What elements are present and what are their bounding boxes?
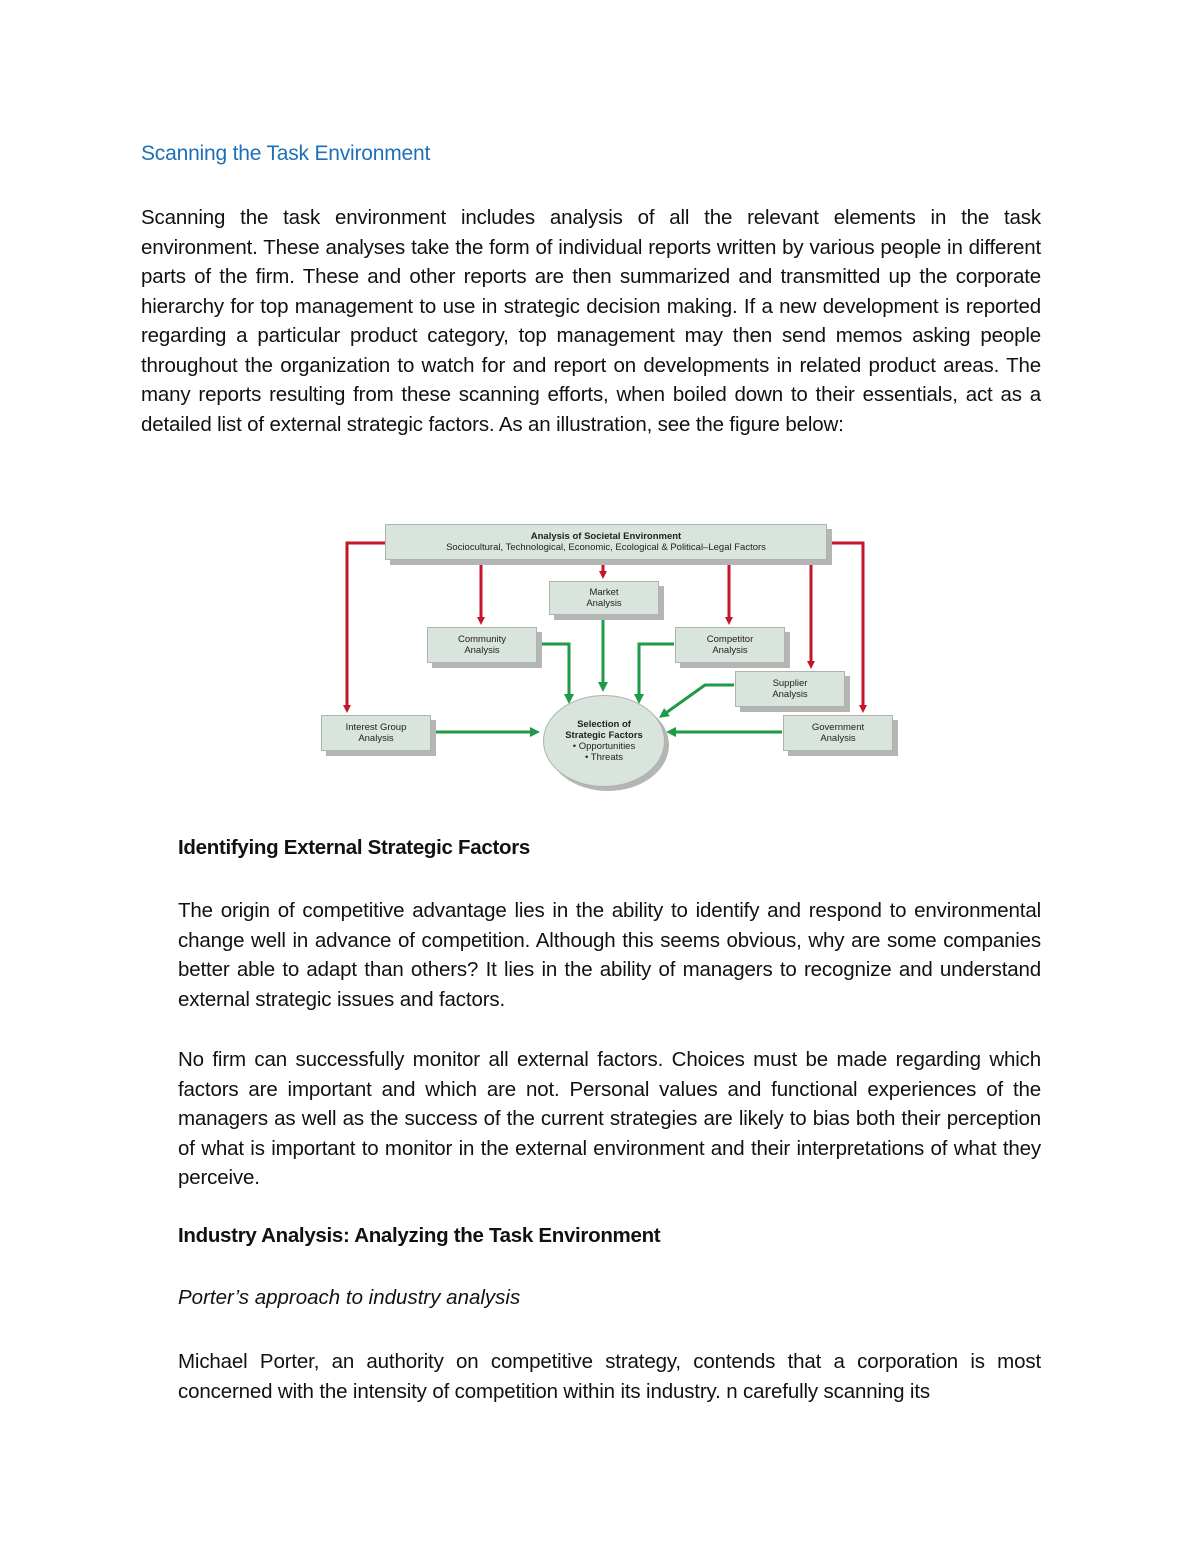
competitor-analysis-box bbox=[675, 627, 785, 663]
supplier-analysis-line-1: Supplier bbox=[772, 678, 808, 689]
paragraph-porter: Michael Porter, an authority on competitive strategy, contends that a corporation is most concerned with the intensity of competition within its industry. n carefully scanning its bbox=[178, 1350, 1041, 1403]
heading-industry-analysis: Industry Analysis: Analyzing the Task Environment bbox=[178, 1224, 661, 1247]
section-title: Scanning the Task Environment bbox=[141, 142, 431, 165]
arrow-to-interest-group bbox=[347, 543, 385, 709]
societal-environment-subtitle: Sociocultural, Technological, Economic, Ecological & Political–Legal Factors bbox=[446, 542, 766, 553]
government-analysis-box bbox=[783, 715, 893, 751]
center-item-opportunities: • Opportunities bbox=[572, 741, 636, 752]
center-item-threats: • Threats bbox=[585, 752, 623, 763]
interest-group-line-2: Analysis bbox=[358, 733, 394, 744]
government-analysis-line-1: Government bbox=[811, 722, 865, 733]
paragraph-origin: The origin of competitive advantage lies in the ability to identify and respond to environmental change well in advance of competition. Although this seems obvious, why are some companies better able to adapt than others? It lies in the ability of managers to recognize and understand external strategic issues and factors. bbox=[178, 899, 1041, 1011]
interest-group-analysis-box bbox=[321, 715, 431, 751]
supplier-analysis-box bbox=[735, 671, 845, 707]
market-analysis-box bbox=[549, 581, 659, 615]
arrow-supplier-to-center bbox=[663, 685, 734, 715]
heading-identifying-factors: Identifying External Strategic Factors bbox=[178, 836, 530, 859]
societal-environment-box bbox=[385, 524, 827, 560]
arrow-competitor-to-center bbox=[639, 644, 674, 699]
community-analysis-box bbox=[427, 627, 537, 663]
arrow-community-to-center bbox=[536, 644, 569, 699]
center-title-2: Strategic Factors bbox=[565, 730, 643, 741]
center-title-1: Selection of bbox=[577, 719, 631, 730]
market-analysis-line-1: Market bbox=[589, 587, 619, 598]
competitor-analysis-line-2: Analysis bbox=[712, 645, 748, 656]
environmental-scanning-diagram bbox=[315, 515, 905, 805]
government-analysis-line-2: Analysis bbox=[820, 733, 856, 744]
interest-group-line-1: Interest Group bbox=[345, 722, 407, 733]
supplier-analysis-line-2: Analysis bbox=[772, 689, 808, 700]
community-analysis-line-2: Analysis bbox=[464, 645, 500, 656]
selection-of-strategic-factors bbox=[543, 695, 665, 787]
competitor-analysis-line-1: Competitor bbox=[706, 634, 754, 645]
market-analysis-line-2: Analysis bbox=[586, 598, 622, 609]
societal-environment-title: Analysis of Societal Environment bbox=[530, 531, 682, 542]
community-analysis-line-1: Community bbox=[457, 634, 507, 645]
intro-paragraph: Scanning the task environment includes analysis of all the relevant elements in the task environment. These analyses take the form of individual reports written by various people in different parts of the firm. These and other reports are then summarized and transmitted up the corporate hierarchy for top management to use in strategic decision making. If a new development is reported regarding a particular product category, top management may then send memos asking people throughout the organization to watch for and report on developments in related product areas. The many reports resulting from these scanning efforts, when boiled down to their essentials, act as a detailed list of external strategic factors. As an illustration, see the figure below: bbox=[141, 206, 1041, 436]
paragraph-monitor: No firm can successfully monitor all external factors. Choices must be made regarding which factors are important and which are not. Personal values and functional experiences of the managers as well as the success of the current strategies are likely to bias both their perception of what is important to monitor in the external environment and their interpretations of what they perceive. bbox=[178, 1048, 1041, 1189]
italic-subheading: Porter’s approach to industry analysis bbox=[178, 1286, 521, 1309]
